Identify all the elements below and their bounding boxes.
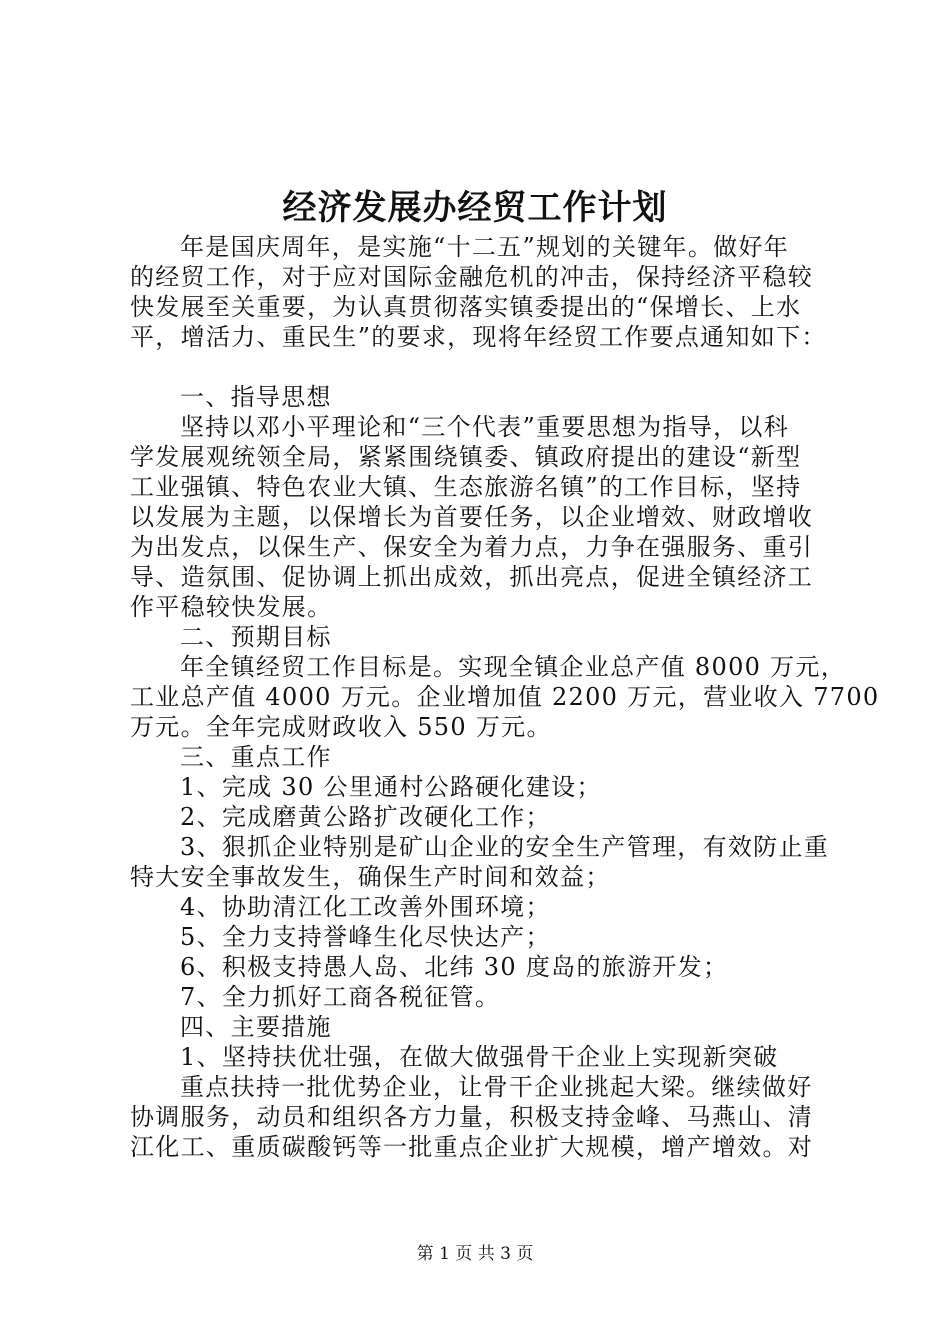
subsection-heading: 1、坚持扶优壮强，在做大做强骨干企业上实现新突破	[180, 1043, 779, 1071]
body-line: 江化工、重质碳酸钙等一批重点企业扩大规模，增产增效。对	[130, 1133, 814, 1161]
body-line: 快发展至关重要，为认真贯彻落实镇委提出的“保增长、上水	[130, 293, 802, 321]
list-item: 6、积极支持愚人岛、北纬 30 度岛的旅游开发；	[180, 953, 729, 981]
list-item: 5、全力支持誉峰生化尽快达产；	[180, 923, 551, 951]
body-line: 学发展观统领全局，紧紧围绕镇委、镇政府提出的建设“新型	[130, 443, 802, 471]
page-number: 第 1 页 共 3 页	[416, 1244, 534, 1264]
list-item: 1、完成 30 公里通村公路硬化建设；	[180, 773, 602, 801]
body-line: 坚持以邓小平理论和“三个代表”重要思想为指导，以科	[180, 413, 790, 441]
body-line: 重点扶持一批优势企业，让骨干企业挑起大梁。继续做好	[180, 1073, 813, 1101]
body-line: 导、造氛围、促协调上抓出成效，抓出亮点，促进全镇经济工	[130, 563, 814, 591]
section-heading: 二、预期目标	[180, 623, 332, 651]
body-line: 作平稳较快发展。	[130, 593, 333, 621]
section-heading: 一、指导思想	[180, 383, 332, 411]
body-line: 协调服务，动员和组织各方力量，积极支持金峰、马燕山、清	[130, 1103, 814, 1131]
body-line: 平，增活力、重民生”的要求，现将年经贸工作要点通知如下：	[130, 323, 827, 351]
list-item-continuation: 特大安全事故发生，确保生产时间和效益；	[130, 863, 611, 891]
blank-line	[130, 352, 830, 382]
body-line: 以发展为主题，以保增长为首要任务，以企业增效、财政增收	[130, 503, 814, 531]
body-line: 万元。全年完成财政收入 550 万元。	[130, 713, 552, 741]
body-line: 工业总产值 4000 万元。企业增加值 2200 万元，营业收入 7700	[130, 683, 880, 711]
body-line: 的经贸工作，对于应对国际金融危机的冲击，保持经济平稳较	[130, 263, 814, 291]
list-item: 7、全力抓好工商各税征管。	[180, 983, 501, 1011]
list-item: 4、协助清江化工改善外围环境；	[180, 893, 551, 921]
list-item: 3、狠抓企业特别是矿山企业的安全生产管理，有效防止重	[180, 833, 830, 861]
body-line: 为出发点，以保生产、保安全为着力点，力争在强服务、重引	[130, 533, 814, 561]
list-item: 2、完成磨黄公路扩改硬化工作；	[180, 803, 551, 831]
body-line: 工业强镇、特色农业大镇、生态旅游名镇”的工作目标，坚持	[130, 473, 802, 501]
body-line: 年全镇经贸工作目标是。实现全镇企业总产值 8000 万元，	[180, 653, 847, 681]
section-heading: 三、重点工作	[180, 743, 332, 771]
document-title: 经济发展办经贸工作计划	[282, 188, 668, 228]
document-body	[130, 232, 880, 1162]
body-line: 年是国庆周年，是实施“十二五”规划的关键年。做好年	[180, 233, 790, 261]
section-heading: 四、主要措施	[180, 1013, 332, 1041]
